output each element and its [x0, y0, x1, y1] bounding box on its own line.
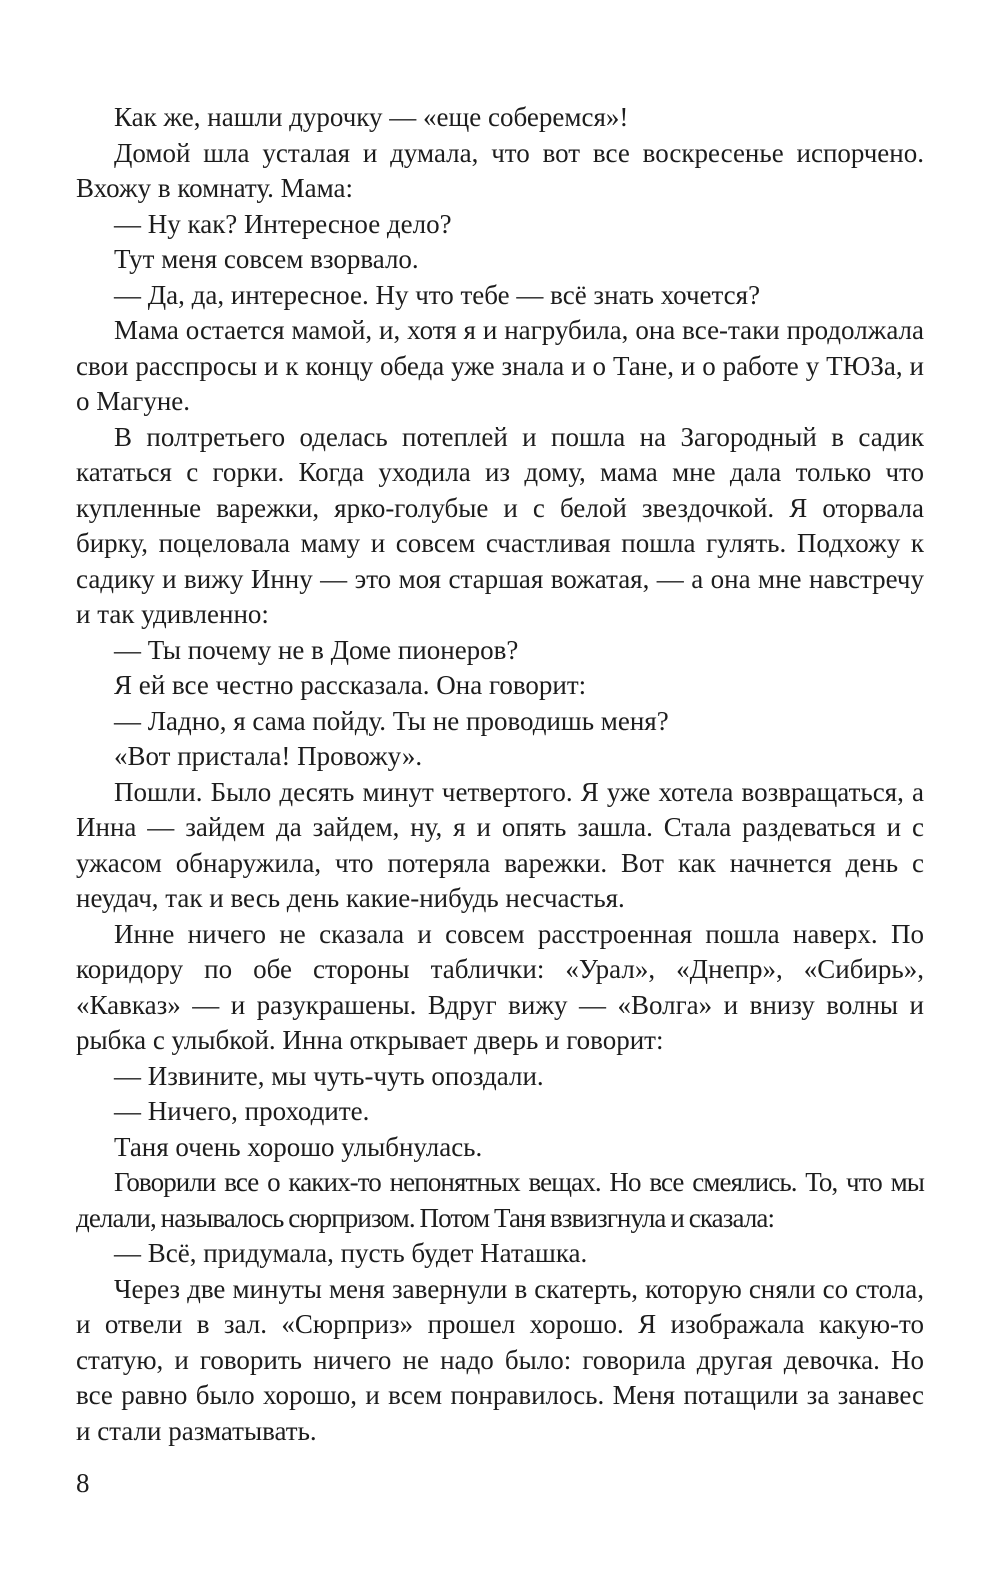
paragraph: Пошли. Было десять минут четвертого. Я уже хотела возвращаться, а Инна — зайдем да зайдем, ну, я и опять зашла. Стала раздеваться и с ужасом обнаружила, что потеряла варежки. Вот как начнется день с неудач, так и весь день какие-нибудь несчастья. [76, 776, 924, 913]
paragraph: Инне ничего не сказала и совсем расстроенная пошла наверх. По коридору по обе стороны таблички: «Урал», «Днепр», «Сибирь», «Кавказ» — и разукрашены. Вдруг вижу — «Волга» и внизу волны и рыбка с улыбкой. Инна открывает дверь и говорит: [76, 918, 924, 1055]
paragraph: — Да, да, интересное. Ну что тебе — всё знать хочется? [114, 279, 761, 310]
paragraph: Через две минуты меня завернули в скатерть, которую сняли со стола, и отвели в зал. «Сюрприз» прошел хорошо. Я изображала какую-то статую, и говорить ничего не надо было: говорила другая девочка. Но все равно было хорошо, и всем понравилось. Меня потащили за занавес и стали разматывать. [76, 1273, 924, 1446]
paragraph: В полтретьего оделась потеплей и пошла на Загородный в садик кататься с горки. Когда уходила из дому, мама мне дала только что купленные варежки, ярко-голубые и с белой звездочкой. Я оторвала бирку, поцеловала маму и совсем счастливая пошла гулять. Подхожу к садику и вижу Инну — это моя старшая вожатая, — а она мне навстречу и так удивленно: [76, 421, 924, 629]
paragraph: — Ничего, проходите. [114, 1096, 370, 1126]
paragraph: «Вот пристала! Провожу». [114, 741, 423, 771]
page-number: 8 [76, 1468, 90, 1498]
paragraph: Как же, нашли дурочку — «еще соберемся»! [114, 102, 629, 132]
paragraph: Домой шла усталая и думала, что вот все воскресенье испорчено. Вхожу в комнату. Мама: [76, 137, 924, 203]
paragraph: Говорили все о каких-то непонятных вещах. Но все смеялись. То, что мы делали, называлось сюрпризом. Потом Таня взвизгнула и сказала: [76, 1167, 924, 1233]
paragraph: — Всё, придумала, пусть будет Наташка. [114, 1238, 588, 1268]
paragraph: — Ты почему не в Доме пионеров? [114, 634, 519, 665]
body-text [76, 100, 924, 1449]
paragraph: — Ну как? Интересное дело? [114, 208, 452, 239]
paragraph: Тут меня совсем взорвало. [114, 244, 419, 274]
paragraph: Я ей все честно рассказала. Она говорит: [114, 670, 587, 700]
paragraph: — Извините, мы чуть-чуть опоздали. [114, 1060, 544, 1091]
paragraph: Мама остается мамой, и, хотя я и нагрубила, она все-таки продолжала свои расспросы и к концу обеда уже знала и о Тане, и о работе у ТЮЗа, и о Магуне. [76, 315, 924, 416]
paragraph: — Ладно, я сама пойду. Ты не проводишь меня? [114, 705, 669, 736]
paragraph: Таня очень хорошо улыбнулась. [114, 1131, 483, 1162]
